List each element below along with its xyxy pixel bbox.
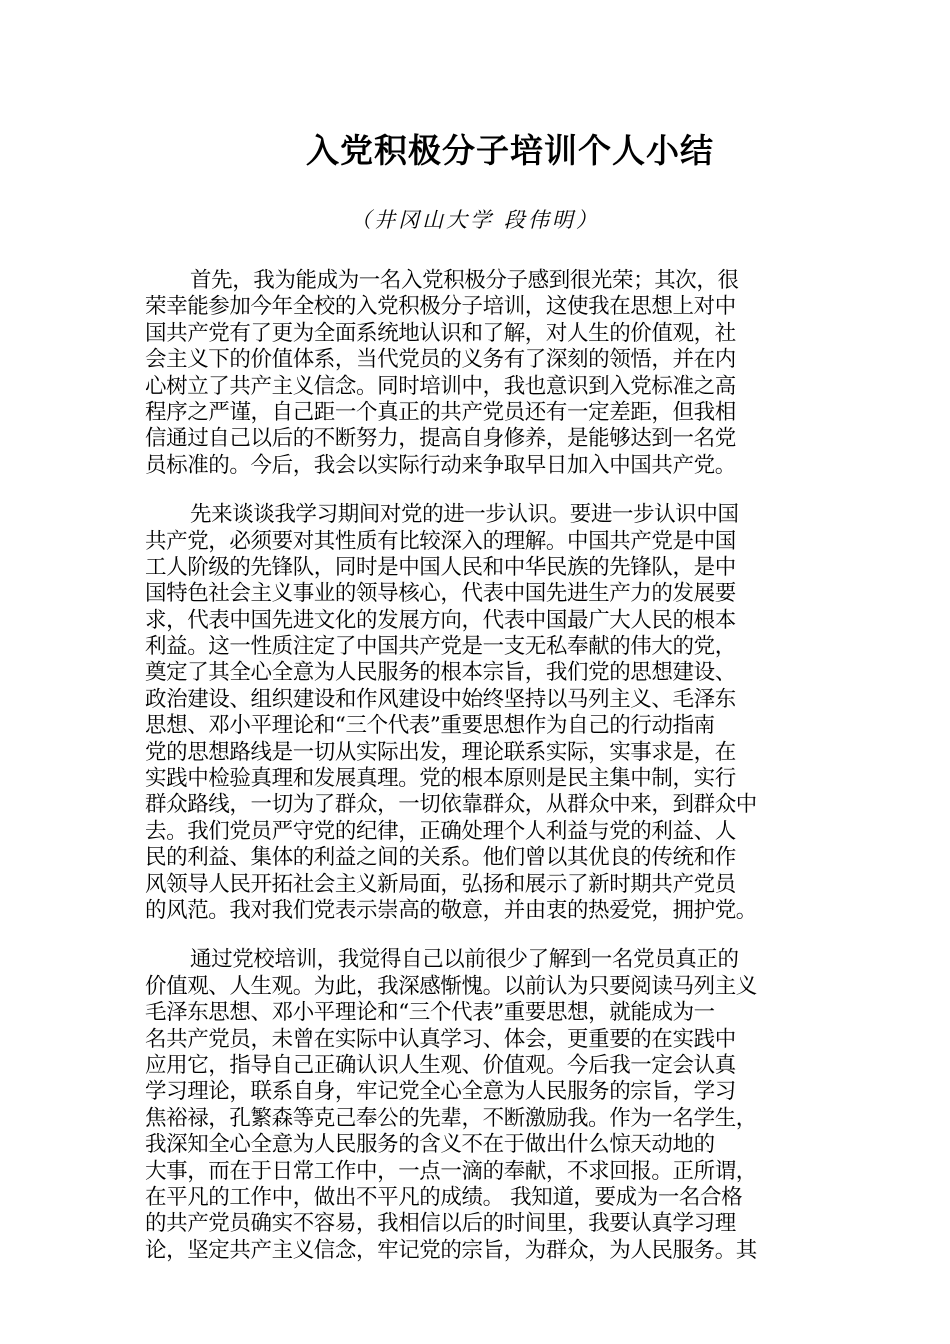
paragraph-line: 我深知全心全意为人民服务的含义不在于做出什么惊天动地的 xyxy=(145,1132,715,1158)
paragraph-line: 学习理论，联系自身，牢记党全心全意为人民服务的宗旨，学习 xyxy=(145,1079,736,1105)
paragraph-line: 工人阶级的先锋队，同时是中国人民和中华民族的先锋队，是中 xyxy=(145,554,736,580)
paragraph-line: 信通过自己以后的不断努力，提高自身修养，是能够达到一名党 xyxy=(145,426,736,452)
paragraph-line: 党的思想路线是一切从实际出发，理论联系实际，实事求是，在 xyxy=(145,739,736,765)
paragraph-line: 奠定了其全心全意为人民服务的根本宗旨，我们党的思想建设、 xyxy=(145,660,736,686)
document-author-line: （井冈山大学 段伟明） xyxy=(350,208,600,232)
paragraph-line: 的风范。我对我们党表示崇高的敬意，并由衷的热爱党，拥护党。 xyxy=(145,897,757,923)
paragraph-line: 风领导人民开拓社会主义新局面，弘扬和展示了新时期共产党员 xyxy=(145,871,736,897)
paragraph-line: 焦裕禄，孔繁森等克己奉公的先辈，不断激励我。作为一名学生， xyxy=(145,1105,757,1131)
paragraph-line: 论，坚定共产主义信念，牢记党的宗旨，为群众，为人民服务。其 xyxy=(145,1237,757,1263)
paragraph-line: 在平凡的工作中，做出不平凡的成绩。 我知道，要成为一名合格 xyxy=(145,1184,743,1210)
paragraph-line: 民的利益、集体的利益之间的关系。他们曾以其优良的传统和作 xyxy=(145,845,736,871)
paragraph-line: 会主义下的价值体系，当代党员的义务有了深刻的领悟，并在内 xyxy=(145,347,736,373)
body-paragraph xyxy=(145,502,809,924)
document-title: 入党积极分子培训个人小结 xyxy=(306,131,714,170)
paragraph-line: 心树立了共产主义信念。同时培训中，我也意识到入党标准之高 xyxy=(145,373,736,399)
paragraph-line: 实践中检验真理和发展真理。党的根本原则是民主集中制，实行 xyxy=(145,766,736,792)
paragraph-line: 思想、邓小平理论和“三个代表”重要思想作为自己的行动指南 xyxy=(145,713,715,739)
paragraph-line: 毛泽东思想、邓小平理论和“三个代表”重要思想，就能成为一 xyxy=(145,1000,715,1026)
paragraph-line: 通过党校培训，我觉得自己以前很少了解到一名党员真正的 xyxy=(190,947,739,973)
paragraph-line: 应用它，指导自己正确认识人生观、价值观。今后我一定会认真 xyxy=(145,1052,736,1078)
body-paragraph xyxy=(145,268,809,479)
paragraph-line: 共产党，必须要对其性质有比较深入的理解。中国共产党是中国 xyxy=(145,528,736,554)
paragraph-line: 先来谈谈我学习期间对党的进一步认识。要进一步认识中国 xyxy=(190,502,739,528)
paragraph-line: 名共产党员，未曾在实际中认真学习、体会，更重要的在实践中 xyxy=(145,1026,736,1052)
document-body xyxy=(145,268,809,1264)
paragraph-line: 首先，我为能成为一名入党积极分子感到很光荣；其次，很 xyxy=(190,268,739,293)
paragraph-line: 员标准的。今后，我会以实际行动来争取早日加入中国共产党。 xyxy=(145,452,736,478)
paragraph-line: 群众路线，一切为了群众，一切依靠群众，从群众中来，到群众中 xyxy=(145,792,757,818)
paragraph-line: 荣幸能参加今年全校的入党积极分子培训，这使我在思想上对中 xyxy=(145,294,736,320)
paragraph-line: 去。我们党员严守党的纪律，正确处理个人利益与党的利益、人 xyxy=(145,818,736,844)
paragraph-line: 国共产党有了更为全面系统地认识和了解，对人生的价值观，社 xyxy=(145,320,736,346)
paragraph-line: 政治建设、组织建设和作风建设中始终坚持以马列主义、毛泽东 xyxy=(145,686,736,712)
paragraph-line: 大事，而在于日常工作中，一点一滴的奉献，不求回报。正所谓， xyxy=(145,1158,757,1184)
paragraph-line: 的共产党员确实不容易，我相信以后的时间里，我要认真学习理 xyxy=(145,1211,736,1237)
paragraph-line: 程序之严谨，自己距一个真正的共产党员还有一定差距，但我相 xyxy=(145,399,736,425)
paragraph-line: 价值观、人生观。为此，我深感惭愧。以前认为只要阅读马列主义 xyxy=(145,973,757,999)
body-paragraph xyxy=(145,947,809,1264)
paragraph-line: 求，代表中国先进文化的发展方向，代表中国最广大人民的根本 xyxy=(145,607,736,633)
paragraph-line: 国特色社会主义事业的领导核心，代表中国先进生产力的发展要 xyxy=(145,581,736,607)
paragraph-line: 利益。这一性质注定了中国共产党是一支无私奉献的伟大的党， xyxy=(145,634,736,660)
